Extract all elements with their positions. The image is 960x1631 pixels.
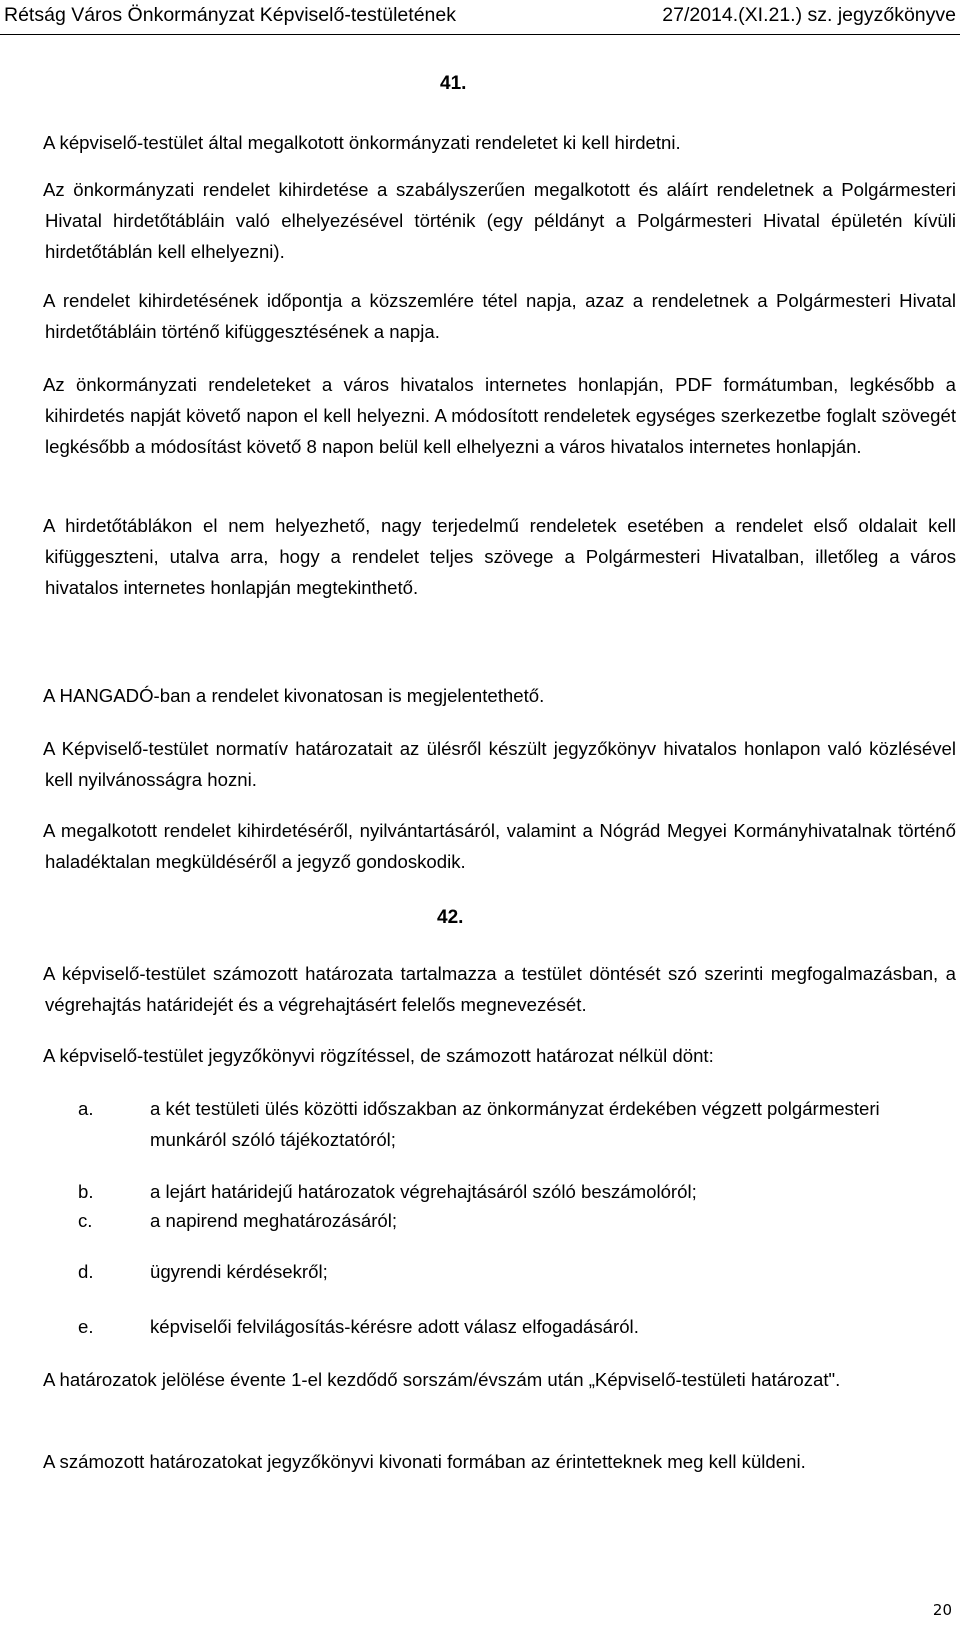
paragraph-label <box>6 510 43 541</box>
section-number: 41. <box>440 73 467 94</box>
paragraph-label <box>6 680 43 711</box>
paragraph-41-1 <box>6 127 956 158</box>
paragraph-text: A képviselő-testület által megalkotott önkormányzati rendeletet ki kell hirdetni. <box>43 132 681 153</box>
paragraph-text: Az önkormányzati rendelet kihirdetése a szabályszerűen megalkotott és aláírt rendeletnek a Polgármesteri Hivatal hirdetőtábláin való elhelyezésével történik (egy példányt a Polgármesteri Hivatal épületén kívüli hirdetőtáblán kell elhelyezni). <box>43 179 956 262</box>
header-title: Rétság Város Önkormányzat Képviselő-testületének <box>4 4 456 26</box>
paragraph-label <box>6 958 43 989</box>
list-item-e <box>78 1311 940 1342</box>
list-item-label: e. <box>78 1316 94 1337</box>
paragraph-text: A képviselő-testület számozott határozata tartalmazza a testület döntését szó szerinti megfogalmazásban, a végrehajtás határidejét és a végrehajtásért felelős megnevezését. <box>43 963 956 1015</box>
list-item-c <box>78 1205 940 1236</box>
paragraph-41-3 <box>6 285 956 347</box>
paragraph-41-7 <box>6 733 956 795</box>
paragraph-label <box>6 1446 43 1477</box>
list-item-d <box>78 1256 940 1287</box>
section-number: 42. <box>437 907 464 928</box>
list-item-label: d. <box>78 1261 94 1282</box>
paragraph-41-8 <box>6 815 956 877</box>
paragraph-label <box>6 815 43 846</box>
list-item-text: a két testületi ülés közötti időszakban az önkormányzat érdekében végzett polgármesteri munkáról szóló tájékoztatóról; <box>150 1098 880 1150</box>
list-item-text: a lejárt határidejű határozatok végrehajtásáról szóló beszámolóról; <box>150 1181 697 1202</box>
paragraph-41-4 <box>6 369 956 462</box>
list-item-label: c. <box>78 1210 93 1231</box>
paragraph-text: A HANGADÓ-ban a rendelet kivonatosan is megjelentethető. <box>43 685 545 706</box>
paragraph-42-2 <box>6 1040 956 1071</box>
paragraph-text: A megalkotott rendelet kihirdetéséről, nyilvántartásáról, valamint a Nógrád Megyei Kormányhivatalnak történő haladéktalan megküldéséről a jegyző gondoskodik. <box>43 820 956 872</box>
page-number: 20 <box>932 1601 952 1619</box>
list-item-label: b. <box>78 1181 94 1202</box>
paragraph-41-2 <box>6 174 956 267</box>
paragraph-42-3 <box>6 1364 956 1395</box>
paragraph-text: A rendelet kihirdetésének időpontja a közszemlére tétel napja, azaz a rendeletnek a Polgármesteri Hivatal hirdetőtábláin történő kifüggesztésének a napja. <box>43 290 956 342</box>
list-item-text: képviselői felvilágosítás-kérésre adott válasz elfogadásáról. <box>150 1316 639 1337</box>
paragraph-label <box>6 174 43 205</box>
section-heading-41 <box>440 73 468 95</box>
paragraph-text: A képviselő-testület jegyzőkönyvi rögzítéssel, de számozott határozat nélkül dönt: <box>43 1045 714 1066</box>
paragraph-text: Az önkormányzati rendeleteket a város hivatalos internetes honlapján, PDF formátumban, legkésőbb a kihirdetés napját követő napon el kell helyezni. A módosított rendeletek egységes szerkezetbe foglalt szövegét legkésőbb a módosítást követő 8 napon belül kell elhelyezni a város hivatalos internetes honlapján. <box>43 374 956 457</box>
paragraph-42-4 <box>6 1446 956 1477</box>
header-divider <box>0 34 960 35</box>
list-item-text: a napirend meghatározásáról; <box>150 1210 398 1231</box>
paragraph-label <box>6 127 43 158</box>
paragraph-label <box>6 1364 43 1395</box>
paragraph-text: A hirdetőtáblákon el nem helyezhető, nagy terjedelmű rendeletek esetében a rendelet első oldalait kell kifüggeszteni, utalva arra, hogy a rendelet teljes szövege a Polgármesteri Hivatalban, illetőleg a város hivatalos internetes honlapján megtekinthető. <box>43 515 956 598</box>
paragraph-41-6 <box>6 680 956 711</box>
list-item-a <box>78 1093 940 1155</box>
section-heading-42 <box>437 907 465 929</box>
paragraph-label <box>6 1040 43 1071</box>
paragraph-label <box>6 369 43 400</box>
paragraph-text: A számozott határozatokat jegyzőkönyvi kivonati formában az érintetteknek meg kell küldeni. <box>43 1451 806 1472</box>
paragraph-text: A Képviselő-testület normatív határozatait az ülésről készült jegyzőkönyv hivatalos honlapon való közlésével kell nyilvánosságra hozni. <box>43 738 956 790</box>
page-header <box>0 0 960 36</box>
header-minutes-number: 27/2014.(XI.21.) sz. jegyzőkönyve <box>662 4 956 26</box>
list-item-label: a. <box>78 1098 94 1119</box>
paragraph-label <box>6 733 43 764</box>
paragraph-42-1 <box>6 958 956 1020</box>
paragraph-text: A határozatok jelölése évente 1-el kezdődő sorszám/évszám után „Képviselő-testületi határozat". <box>43 1369 841 1390</box>
list-item-b <box>78 1176 940 1207</box>
list-item-text: ügyrendi kérdésekről; <box>150 1261 328 1282</box>
paragraph-41-5 <box>6 510 956 603</box>
paragraph-label <box>6 285 43 316</box>
